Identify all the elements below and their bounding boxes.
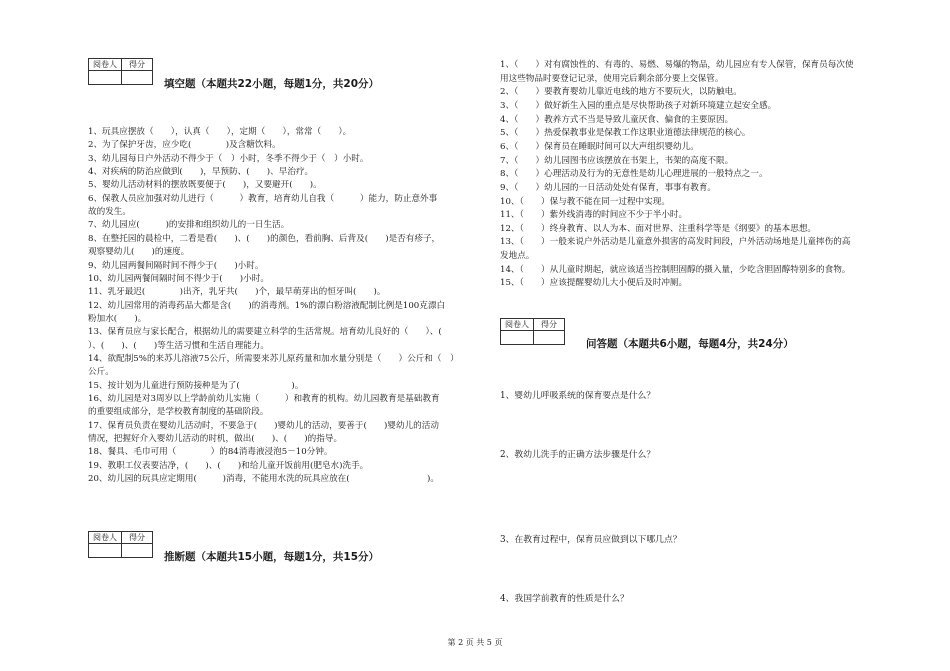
question-line: 公斤。 — [88, 367, 114, 378]
score-box-fill-blank — [88, 58, 153, 85]
reviewer-label: 阅卷人 — [89, 59, 122, 71]
reviewer-label: 阅卷人 — [89, 532, 122, 544]
question-line: 8、在整托园的晨检中，二看是看( )、( )的颜色，看前胸、后背及( )是否有疹子， — [88, 233, 441, 244]
question-line: 9、幼儿园两餐间隔时间不得少于( )小时。 — [88, 260, 264, 271]
question-line: 4、（ ）教养方式不当是导致儿童厌食、偏食的主要原因。 — [500, 114, 734, 125]
question-line: 6、保教人员应加强对幼儿进行（ ）教育，培育幼儿自我（ ）能力，防止意外事 — [88, 193, 438, 204]
question-line: 14、欲配制5%的来苏儿溶液75公斤，所需要来苏儿原药量和加水量分别是（ ）公斤和（ ） — [88, 353, 459, 364]
question-line: 的重要组成部分，是学校教育制度的基础阶段。 — [88, 407, 269, 418]
score-cell[interactable] — [534, 331, 565, 345]
question-line: 1、玩具应摆放（ ），认真（ ），定期（ ），常常（ ）。 — [88, 127, 352, 137]
question-line: 5、婴幼儿活动材料的摆放既要便于( )，又要避开( )。 — [88, 180, 322, 191]
question-line: 13、保育员应与家长配合，根据幼儿的需要建立科学的生活常规。培育幼儿良好的（ ）、( — [88, 327, 442, 338]
question-line: 2、为了保护牙齿，应少吃( )及含糖饮料。 — [88, 140, 281, 151]
qa-question-2: 2、教幼儿洗手的正确方法步骤是什么？ — [500, 450, 656, 460]
question-line: 8、（ ）心理活动及行为的无意性是幼儿心理进展的一般特点之一。 — [500, 169, 768, 180]
question-line: 18、餐具、毛巾可用（ ）的84消毒液浸泡5－10分钟。 — [88, 447, 333, 458]
qa-title: 问答题（本题共6小题，每题4分，共24分） — [586, 338, 794, 350]
question-line: 3、（ ）做好新生入园的重点是尽快帮助孩子对新环境建立起安全感。 — [500, 100, 777, 111]
question-line: 15、（ ）应该提醒婴幼儿大小便后及时冲厕。 — [500, 278, 688, 289]
score-cell[interactable] — [122, 544, 153, 558]
question-line: 16、幼儿园是对3周岁以上学龄前幼儿实施（ ）和教育的机构。幼儿园教育是基础教育 — [88, 394, 440, 404]
score-label: 得分 — [534, 319, 565, 331]
question-line: 12、（ ）终身教育、以人为本、面对世界、注重科学等是《纲要》的基本思想。 — [500, 223, 817, 234]
question-line: 20、幼儿园的玩具应定期用( )消毒，不能用水洗的玩具应放在( )。 — [88, 474, 439, 485]
question-line: 7、幼儿园应( )的安排和组织幼儿的一日生活。 — [88, 220, 290, 231]
question-line: 3、幼儿园每日户外活动不得少于（ ）小时，冬季不得少于（ ）小时。 — [88, 153, 369, 164]
score-box-judge — [88, 531, 153, 558]
score-label: 得分 — [122, 532, 153, 544]
question-line: 2、（ ）要教育婴幼儿靠近电线的地方不要玩火，以防触电。 — [500, 87, 742, 98]
question-line: 10、（ ）保与教不能在同一过程中实现。 — [500, 196, 670, 207]
reviewer-cell[interactable] — [89, 544, 122, 558]
qa-question-1: 1、婴幼儿呼吸系统的保育要点是什么？ — [500, 391, 656, 401]
question-line: 发地点。 — [500, 251, 535, 262]
question-line: 11、（ ）紫外线消毒的时间应不少于半小时。 — [500, 210, 688, 221]
page-number: 第 2 页 共 5 页 — [447, 638, 503, 647]
qa-question-3: 3、在教育过程中，保育员应做到以下哪几点？ — [500, 535, 682, 545]
reviewer-cell[interactable] — [501, 331, 534, 345]
reviewer-cell[interactable] — [89, 71, 122, 85]
score-box-qa — [500, 318, 565, 345]
question-line: 17、保育员负责在婴幼儿活动时，不要急于( )婴幼儿的活动，要善于( )婴幼儿的活动 — [88, 420, 439, 431]
question-line: 11、乳牙最迟( )出齐，乳牙共( )个，最早萌芽出的恒牙叫( )。 — [88, 287, 386, 298]
question-line: 1、（ ）对有腐蚀性的、有毒的、易燃、易爆的物品，幼儿园应有专人保管，保育员每次使 — [500, 60, 854, 70]
question-line: 13、（ ）一般来说户外活动是儿童意外损害的高发时间段，户外活动场地是儿童摔伤的高 — [500, 237, 851, 248]
question-line: 故的发生。 — [88, 207, 131, 218]
fill-blank-title: 填空题（本题共22小题，每题1分，共20分） — [164, 78, 380, 90]
reviewer-label: 阅卷人 — [501, 319, 534, 331]
question-line: 7、（ ）幼儿园图书应该摆放在书架上，书架的高度不限。 — [500, 155, 734, 166]
question-line: 12、幼儿园常用的消毒药品大都是含( )的消毒剂。1%的漂白粉溶液配制比例是100克漂白 — [88, 300, 446, 311]
question-line: 14、（ ）从儿童时期起，就应该适当控制胆固醇的摄入量，少吃含胆固醇特别多的食物。 — [500, 264, 851, 275]
question-line: 19、教职工仪表要洁净，( )、( )和给儿童开饭前用(肥皂水)洗手。 — [88, 460, 369, 471]
question-line: 9、（ ）幼儿园的一日活动处处有保育，事事有教育。 — [500, 182, 717, 193]
question-line: ）、( )、( )等生活习惯和生活自理能力。 — [88, 340, 269, 351]
score-label: 得分 — [122, 59, 153, 71]
question-line: 4、对疾病的防治应做到( )，早预防、( )、早治疗。 — [88, 167, 314, 178]
qa-question-4: 4、我国学前教育的性质是什么？ — [500, 594, 629, 604]
question-line: 粉加水( )。 — [88, 313, 147, 324]
score-cell[interactable] — [122, 71, 153, 85]
question-line: 观察婴幼儿( )的速度。 — [88, 247, 190, 258]
judge-title: 推断题（本题共15小题，每题1分，共15分） — [164, 551, 380, 563]
question-line: 10、幼儿园两餐间隔时间不得少于( )小时。 — [88, 273, 269, 284]
question-line: 15、按计划为儿童进行预防接种是为了( )。 — [88, 380, 304, 391]
question-line: 情况，把握好介入婴幼儿活动的时机，做出( )、( )的指导。 — [88, 434, 343, 445]
question-line: 6、（ ）保育员在睡眠时间可以大声组织婴幼儿。 — [500, 141, 699, 152]
question-line: 用这些物品时要登记记录，使用完后剩余部分要上交保管。 — [500, 73, 724, 84]
question-line: 5、（ ）热爱保教事业是保教工作这职业道德法律规范的核心。 — [500, 128, 751, 139]
